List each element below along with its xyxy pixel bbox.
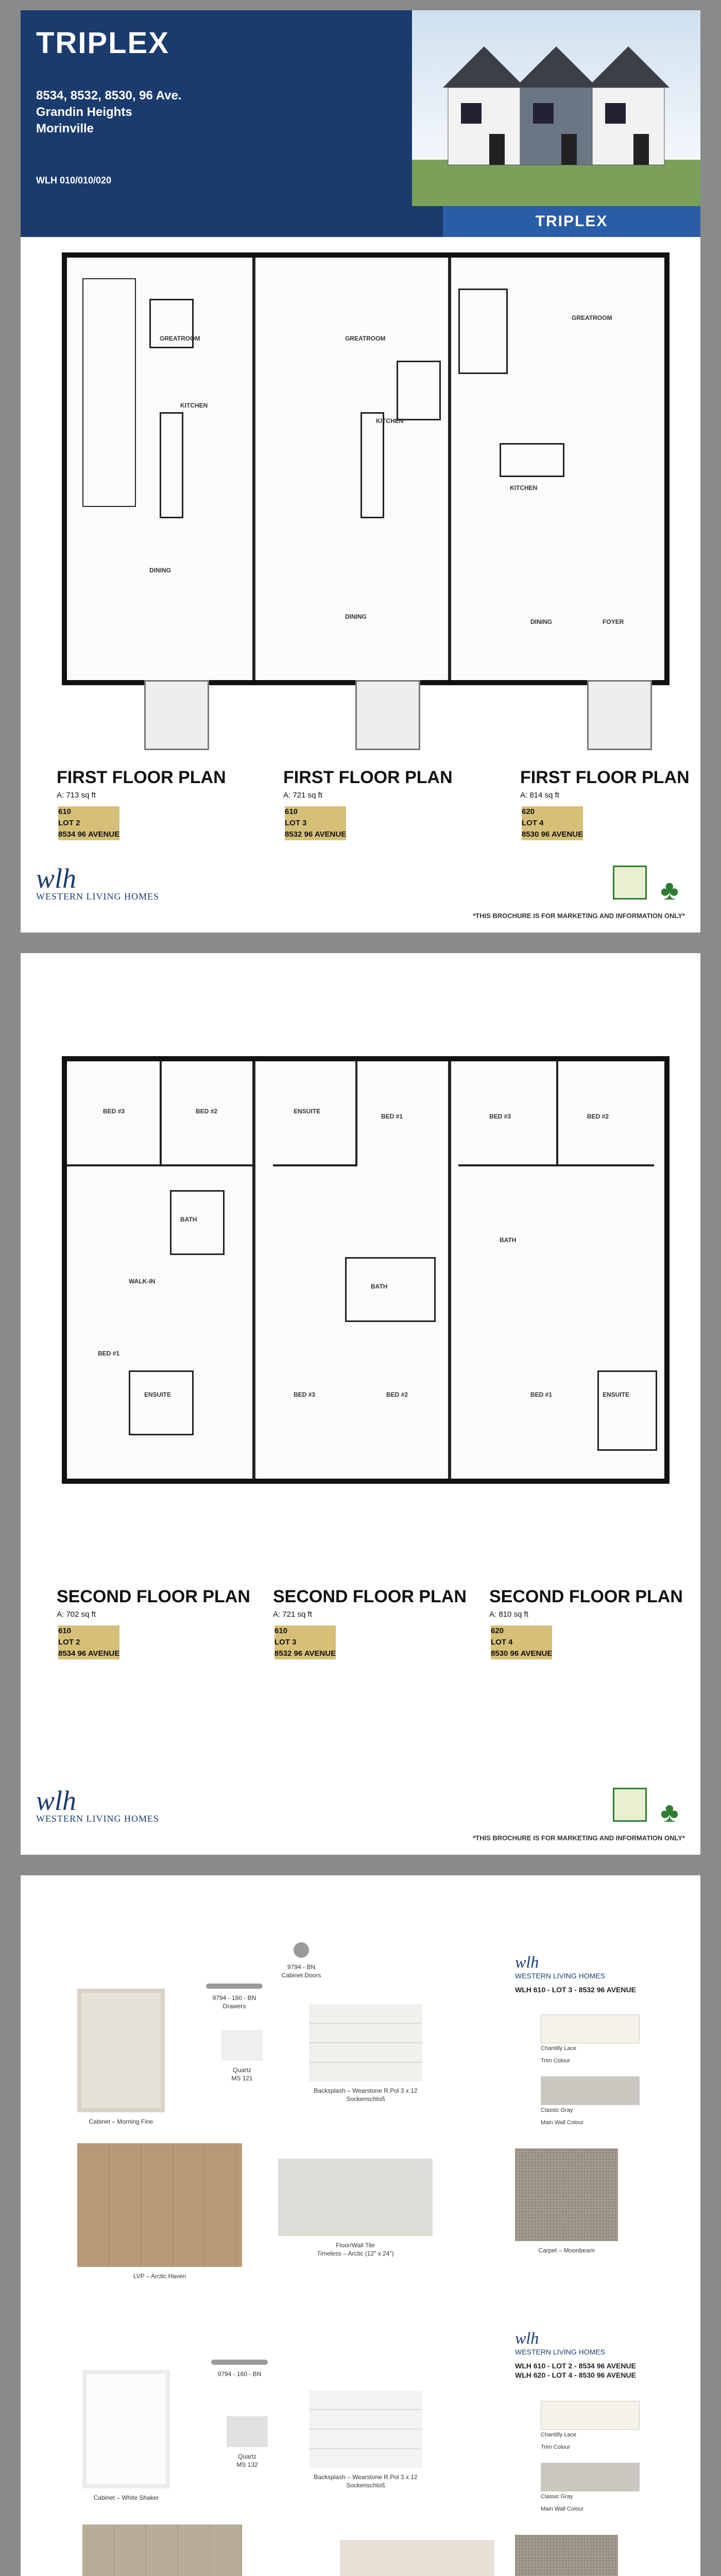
room-label: ENSUITE — [294, 1108, 321, 1115]
kitchen-island — [160, 412, 183, 518]
room-label: BED #3 — [294, 1391, 316, 1398]
address-line: 8534, 8532, 8530, 96 Ave. — [36, 89, 182, 103]
disclaimer: *THIS BROCHURE IS FOR MARKETING AND INFORMATION ONLY* — [473, 1834, 685, 1842]
plan-caption-lot3 — [273, 1587, 467, 1658]
first-floor-page — [21, 10, 700, 933]
partner-logos — [608, 866, 685, 906]
plan-lot: LOT 4 — [491, 1638, 513, 1647]
swatch-caption: Quartz MS 121 — [231, 2066, 253, 2082]
paint-chip — [541, 2504, 583, 2512]
paint-name: Classic Gray — [541, 2107, 573, 2113]
swatch-caption: Floor/Wall Tile Timeless – Arctic (12" x 24") — [317, 2242, 394, 2257]
plan-caption-lot2 — [57, 1587, 250, 1658]
brand-name: WESTERN LIVING HOMES — [36, 1814, 159, 1824]
room-label: BED #1 — [530, 1391, 553, 1398]
plan-lot: LOT 2 — [58, 819, 80, 827]
second-floor-page — [21, 953, 700, 1855]
room-label: GREATROOM — [160, 335, 200, 342]
stair — [82, 278, 136, 507]
porch — [587, 680, 652, 750]
brand-mark: wlh — [36, 1785, 77, 1816]
bath-room — [397, 361, 441, 420]
brand-logo — [36, 863, 159, 902]
room-label: ENSUITE — [603, 1391, 630, 1398]
swatch-caption: Carpet – Moonbeam — [538, 2247, 595, 2254]
swatch-caption: 9794 - 160 - BN — [217, 2370, 262, 2378]
plan-title: SECOND FLOOR PLAN — [489, 1587, 683, 1606]
plan-model: 610 — [285, 807, 298, 816]
plan-lot: LOT 4 — [522, 819, 544, 827]
house-rendering — [412, 10, 700, 206]
room-label: BATH — [180, 1216, 197, 1223]
finish-board-lots: WLH 610 - LOT 3 - 8532 96 AVENUE — [515, 1986, 636, 1994]
swatch-caption: LVP – Arctic Haven — [133, 2273, 186, 2280]
second-floor-plan-drawing — [62, 1056, 670, 1484]
brand-name: WESTERN LIVING HOMES — [515, 1972, 606, 1980]
plan-title: SECOND FLOOR PLAN — [273, 1587, 467, 1606]
room-label: BED #1 — [381, 1113, 403, 1120]
bath-room — [170, 1190, 225, 1255]
plan-area: A: 702 sq ft — [57, 1610, 96, 1619]
tree-logo-icon: ♣ — [660, 875, 679, 906]
plan-street: 8532 96 AVENUE — [274, 1649, 336, 1658]
room-label: BED #2 — [386, 1391, 408, 1398]
paint-chip — [541, 2463, 640, 2500]
plan-street: 8530 96 AVENUE — [491, 1649, 553, 1658]
plan-street: 8532 96 AVENUE — [285, 830, 347, 839]
paint-use: Main Wall Colour — [541, 2120, 584, 2126]
plan-model: 610 — [274, 1626, 288, 1635]
ribbon-label: TRIPLEX — [443, 206, 700, 237]
plan-area: A: 814 sq ft — [520, 791, 559, 800]
room-label: BED #3 — [489, 1113, 511, 1120]
ensuite-room — [129, 1370, 194, 1435]
brand-name: WESTERN LIVING HOMES — [515, 2348, 606, 2356]
plan-area: A: 721 sq ft — [273, 1610, 312, 1619]
paint-chip — [541, 2442, 570, 2450]
plan-area: A: 721 sq ft — [283, 791, 322, 800]
plan-lot: LOT 3 — [274, 1638, 297, 1647]
plan-street: 8534 96 AVENUE — [58, 830, 120, 839]
plan-area: A: 713 sq ft — [57, 791, 96, 800]
plan-model: 620 — [491, 1626, 504, 1635]
ensuite-room — [597, 1370, 657, 1451]
plan-title: FIRST FLOOR PLAN — [57, 768, 226, 787]
kitchen-island — [360, 412, 384, 518]
room-label: BED #3 — [103, 1108, 125, 1115]
swatch-caption: 9794 - 160 - BN Drawers — [212, 1994, 256, 2010]
room-label: BED #2 — [587, 1113, 609, 1120]
porch — [144, 680, 209, 750]
plan-street: 8534 96 AVENUE — [58, 1649, 120, 1658]
plan-caption-lot4 — [520, 768, 690, 839]
model-code: WLH 010/010/020 — [36, 175, 112, 185]
paint-use: Trim Colour — [541, 2058, 571, 2064]
paint-use: Main Wall Colour — [541, 2506, 584, 2512]
neighbourhood: Grandin Heights — [36, 105, 132, 119]
first-floor-plan-drawing — [62, 252, 670, 685]
porch — [355, 680, 420, 750]
bath-room — [345, 1257, 436, 1322]
paint-chip — [541, 2056, 570, 2064]
paint-chip — [541, 2076, 640, 2113]
tree-logo-icon: ♣ — [660, 1797, 679, 1828]
room-label: FOYER — [603, 618, 624, 625]
paint-name: Classic Gray — [541, 2494, 573, 2500]
room-label: GREATROOM — [572, 314, 612, 321]
swatch-caption: Backsplash – Wearstone R.Pol 3 x 12 Sockenschloß — [314, 2087, 418, 2103]
plan-street: 8530 96 AVENUE — [522, 830, 583, 839]
house-logo-icon — [613, 1788, 647, 1822]
room-label: KITCHEN — [180, 402, 208, 409]
room-label: KITCHEN — [510, 484, 538, 492]
room-label: GREATROOM — [345, 335, 386, 342]
brand-mark: wlh — [515, 1953, 539, 1971]
paint-chip — [541, 2014, 640, 2052]
finishes-page — [21, 1875, 700, 2576]
room-label: WALK-IN — [129, 1278, 156, 1285]
paint-use: Trim Colour — [541, 2444, 571, 2450]
address-block — [36, 88, 181, 137]
plan-area: A: 810 sq ft — [489, 1610, 528, 1619]
paint-name: Chantilly Lace — [541, 2432, 577, 2438]
room-label: BATH — [371, 1283, 388, 1290]
plan-lot: LOT 2 — [58, 1638, 80, 1647]
plan-caption-lot3 — [283, 768, 453, 839]
finish-board-header — [515, 2329, 659, 2380]
plan-model: 610 — [58, 1626, 72, 1635]
plan-title: SECOND FLOOR PLAN — [57, 1587, 250, 1606]
brand-mark: wlh — [515, 2329, 539, 2347]
finish-board-lots: WLH 610 - LOT 2 - 8534 96 AVENUE WLH 620 - LOT 4 - 8530 96 AVENUE — [515, 2362, 636, 2379]
swatch-caption: 9794 - BN Cabinet Doors — [281, 1963, 321, 1979]
room-label: BATH — [500, 1236, 517, 1244]
page-title: TRIPLEX — [36, 26, 169, 60]
swatch-caption: Quartz MS 132 — [236, 2453, 258, 2468]
room-label: BED #2 — [196, 1108, 218, 1115]
swatch-caption: Backsplash – Wearstone R.Pol 3 x 12 Sockenschloß — [314, 2473, 418, 2489]
swatch-caption: Cabinet – White Shaker — [93, 2494, 159, 2501]
plan-model: 620 — [522, 807, 535, 816]
paint-chip — [541, 2117, 583, 2126]
brand-mark: wlh — [36, 863, 77, 894]
plan-model: 610 — [58, 807, 72, 816]
swatch-caption: Cabinet – Morning Fine — [89, 2118, 153, 2125]
room-label: BED #1 — [98, 1350, 120, 1357]
closet — [458, 289, 508, 374]
plan-title: FIRST FLOOR PLAN — [520, 768, 690, 787]
disclaimer: *THIS BROCHURE IS FOR MARKETING AND INFORMATION ONLY* — [473, 912, 685, 920]
plan-lot: LOT 3 — [285, 819, 307, 827]
house-logo-icon — [613, 866, 647, 900]
room-label: DINING — [530, 618, 552, 625]
brochure-header — [21, 10, 700, 237]
room-label: DINING — [345, 613, 367, 620]
brand-logo — [36, 1785, 159, 1824]
room-label: KITCHEN — [376, 417, 404, 425]
kitchen-island — [500, 443, 564, 477]
plan-caption-lot4 — [489, 1587, 683, 1658]
partner-logos — [608, 1788, 685, 1828]
plan-caption-lot2 — [57, 768, 226, 839]
room-label: ENSUITE — [144, 1391, 171, 1398]
room-label: DINING — [149, 567, 171, 574]
plan-title: FIRST FLOOR PLAN — [283, 768, 453, 787]
brand-name: WESTERN LIVING HOMES — [36, 891, 159, 902]
paint-name: Chantilly Lace — [541, 2045, 577, 2052]
finish-board-header — [515, 1953, 659, 1994]
town: Morinville — [36, 122, 94, 135]
paint-chip — [541, 2401, 640, 2438]
